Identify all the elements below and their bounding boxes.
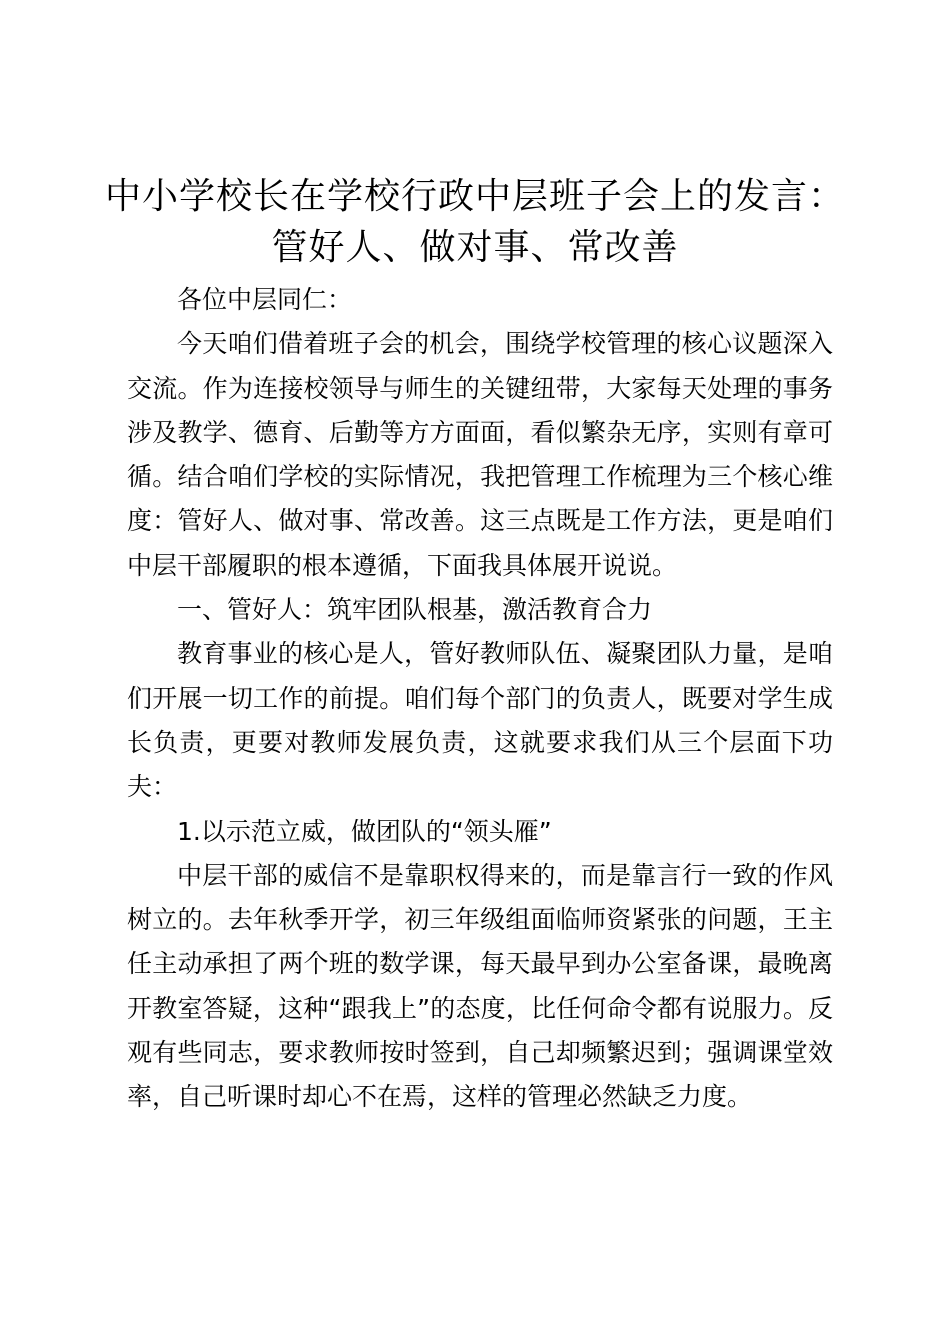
body-paragraph: 教育事业的核心是人，管好教师队伍、凝聚团队力量，是咱们开展一切工作的前提。咱们每个部门的负责人，既要对学生成长负责，更要对教师发展负责，这就要求我们从三个层面下功夫：: [127, 639, 833, 802]
section-heading: 一、管好人：筑牢团队根基，激活教育合力: [177, 595, 653, 625]
subsection-heading: 1.以示范立威，做团队的“领头雁”: [177, 816, 552, 846]
salutation: 各位中层同仁：: [177, 285, 353, 314]
document-title-line-1: 中小学校长在学校行政中层班子会上的发言：: [104, 176, 845, 217]
document-title-line-2: 管好人、做对事、常改善: [271, 227, 679, 268]
body-paragraph: 中层干部的威信不是靠职权得来的，而是靠言行一致的作风树立的。去年秋季开学，初三年级组面临师资紧张的问题，王主任主动承担了两个班的数学课，每天最早到办公室备课，最晚离开教室答疑，这种“跟我上”的态度，比任何命令都有说服力。反观有些同志，要求教师按时签到，自己却频繁迟到；强调课堂效率，自己听课时却心不在焉，这样的管理必然缺乏力度。: [127, 860, 833, 1112]
body-paragraph: 今天咱们借着班子会的机会，围绕学校管理的核心议题深入交流。作为连接校领导与师生的关键纽带，大家每天处理的事务涉及教学、德育、后勤等方方面面，看似繁杂无序，实则有章可循。结合咱们学校的实际情况，我把管理工作梳理为三个核心维度：管好人、做对事、常改善。这三点既是工作方法，更是咱们中层干部履职的根本遵循，下面我具体展开说说。: [127, 329, 833, 580]
document-body: [127, 278, 833, 1120]
